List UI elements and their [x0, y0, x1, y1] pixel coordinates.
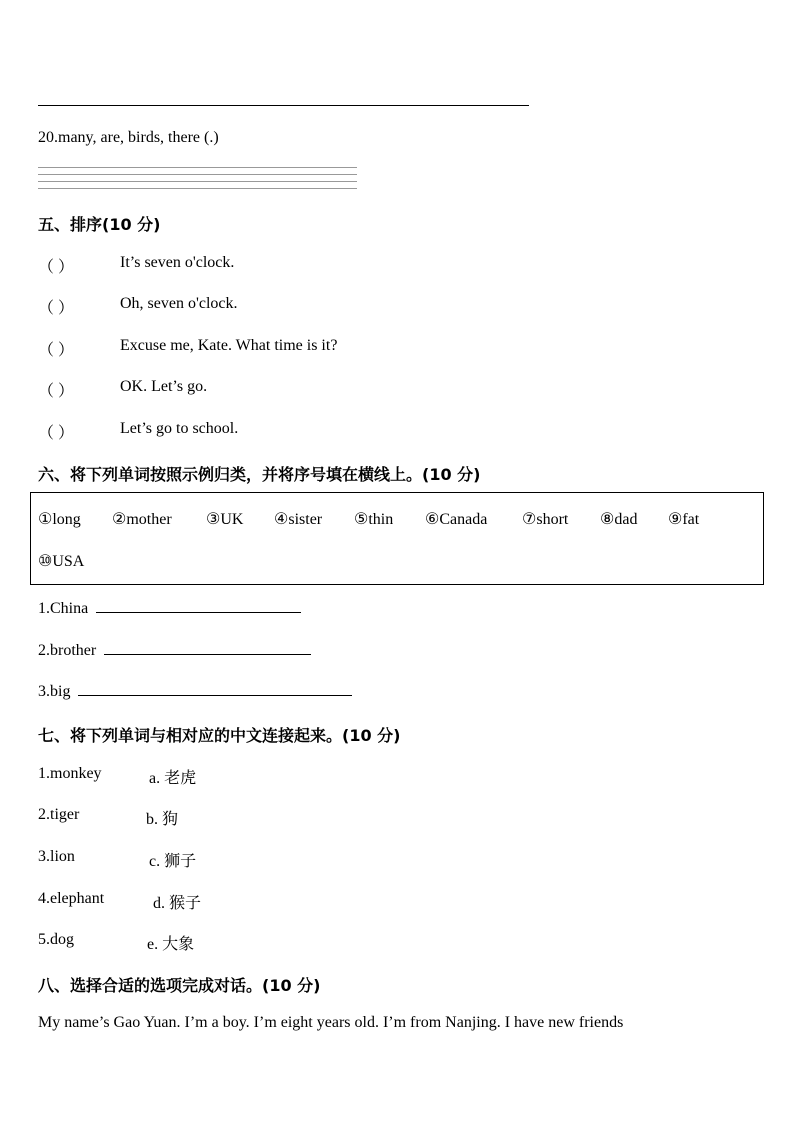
category-row-3: [38, 681, 352, 701]
writing-line-1: [38, 167, 357, 168]
order-item-2: Oh, seven o'clock.: [120, 295, 238, 312]
section-5-heading: 五、排序(10 分): [38, 215, 161, 234]
match-word-3: 3.lion: [38, 848, 75, 865]
word-bank-box: [30, 492, 764, 585]
order-blank-4[interactable]: （ ）: [38, 383, 75, 400]
order-blank-2[interactable]: （ ）: [38, 300, 75, 317]
dialogue-passage: My name’s Gao Yuan. I’m a boy. I’m eight years old. I’m from Nanjing. I have new friends: [38, 1014, 624, 1031]
section-6-heading: 六、将下列单词按照示例归类，并将序号填在横线上。(10 分): [38, 465, 481, 484]
match-word-5: 5.dog: [38, 931, 74, 948]
section-7-heading: 七、将下列单词与相对应的中文连接起来。(10 分): [38, 726, 401, 745]
category-answer-line-1[interactable]: [96, 598, 301, 613]
word-option-8: ⑧dad: [600, 511, 638, 528]
word-option-1: ①long: [38, 511, 81, 528]
word-option-3: ③UK: [206, 511, 244, 528]
category-label-3: 3.big: [38, 683, 71, 700]
category-label-2: 2.brother: [38, 642, 97, 659]
match-word-2: 2.tiger: [38, 806, 80, 823]
order-item-1: It’s seven o'clock.: [120, 254, 235, 271]
order-blank-1[interactable]: （ ）: [38, 259, 75, 276]
answer-line-19: [38, 105, 529, 106]
word-option-6: ⑥Canada: [425, 511, 488, 528]
order-item-5: Let’s go to school.: [120, 420, 239, 437]
match-meaning-5: e. 大象: [147, 936, 195, 953]
word-option-10: ⑩USA: [38, 553, 85, 570]
match-meaning-2: b. 狗: [146, 811, 179, 828]
match-word-4: 4.elephant: [38, 890, 105, 907]
order-blank-3[interactable]: （ ）: [38, 342, 75, 359]
order-item-4: OK. Let’s go.: [120, 378, 208, 395]
category-answer-line-3[interactable]: [78, 681, 352, 696]
word-option-4: ④sister: [274, 511, 323, 528]
order-item-3: Excuse me, Kate. What time is it?: [120, 337, 338, 354]
match-meaning-4: d. 猴子: [153, 895, 202, 912]
match-meaning-1: a. 老虎: [149, 770, 197, 787]
question-20: 20.many, are, birds, there (.): [38, 129, 219, 146]
match-word-1: 1.monkey: [38, 765, 102, 782]
match-meaning-3: c. 狮子: [149, 853, 197, 870]
word-option-2: ②mother: [112, 511, 172, 528]
section-8-heading: 八、选择合适的选项完成对话。(10 分): [38, 976, 321, 995]
word-option-5: ⑤thin: [354, 511, 394, 528]
category-row-1: [38, 598, 301, 618]
writing-line-4: [38, 188, 357, 189]
order-blank-5[interactable]: （ ）: [38, 425, 75, 442]
writing-line-3: [38, 181, 357, 182]
category-label-1: 1.China: [38, 600, 89, 617]
category-answer-line-2[interactable]: [104, 640, 311, 655]
category-row-2: [38, 640, 311, 660]
word-option-7: ⑦short: [522, 511, 569, 528]
word-option-9: ⑨fat: [668, 511, 700, 528]
writing-line-2: [38, 174, 357, 175]
